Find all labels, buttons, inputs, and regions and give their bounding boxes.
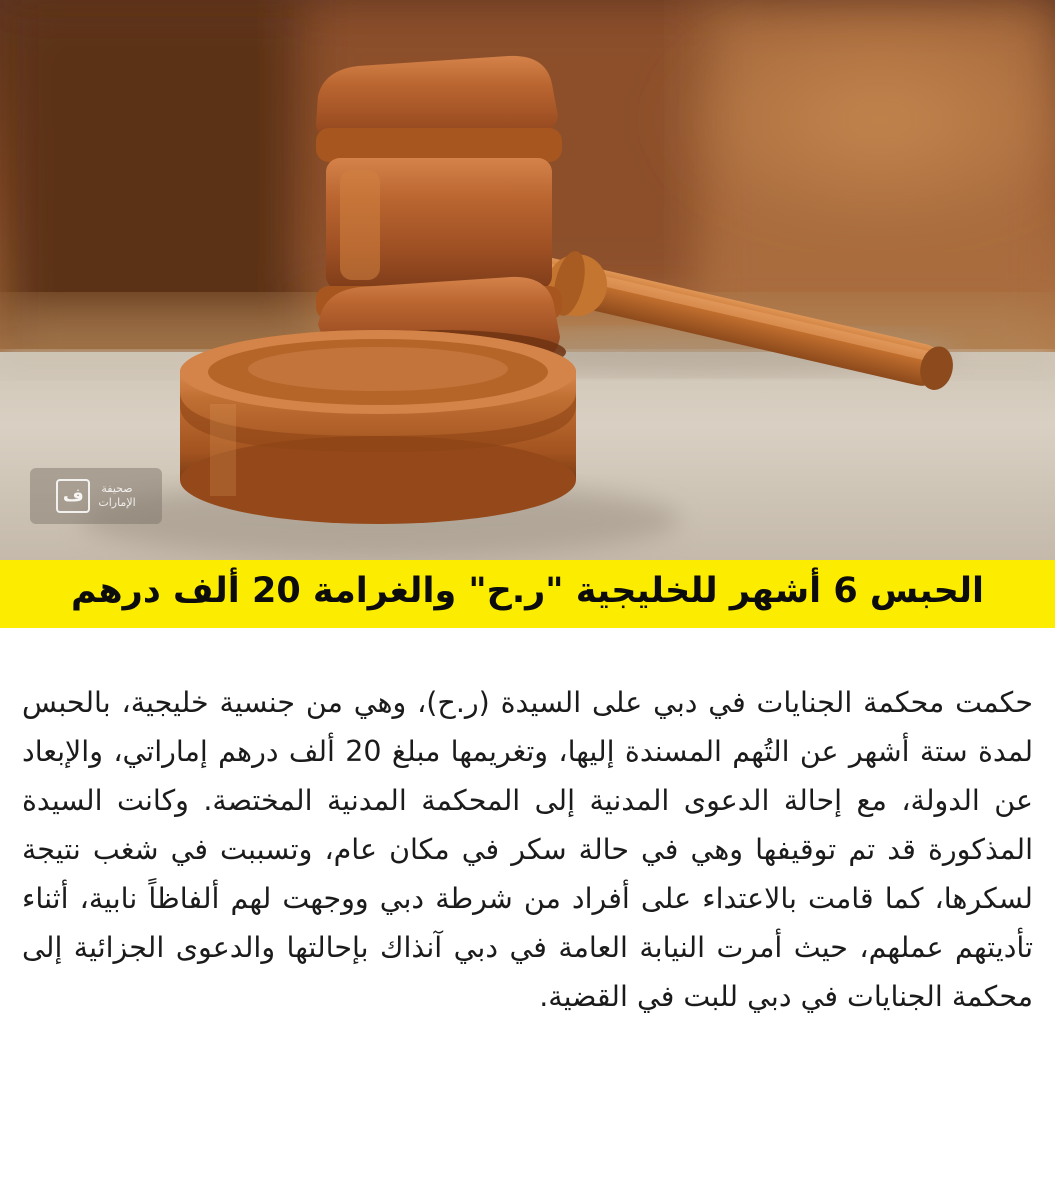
watermark — [30, 468, 162, 524]
headline-banner — [0, 560, 1055, 628]
watermark-text — [98, 482, 135, 510]
judge-gavel-photo — [0, 0, 1055, 560]
watermark-line1: صحيفة — [101, 482, 133, 496]
watermark-line2: الإمارات — [98, 496, 136, 509]
headline: الحبس 6 أشهر للخليجية "ر.ح" والغرامة 20 ألف درهم — [70, 571, 985, 611]
watermark-logo-icon: ف — [56, 479, 90, 513]
article-body: حكمت محكمة الجنايات في دبي على السيدة (ر.ح)، وهي من جنسية خليجية، بالحبس لمدة ستة أشهر عن التُهم المسندة إليها، وتغريمها مبلغ 20 ألف درهم إماراتي، والإبعاد عن الدولة، مع إحالة الدعوى المدنية إلى المحكمة المدنية المختصة. وكانت السيدة المذكورة قد تم توقيفها وهي في حالة سكر في مكان عام، وتسببت في شغب نتيجة لسكرها، كما قامت بالاعتداء على أفراد من شرطة دبي ووجهت لهم ألفاظاً نابية، أثناء تأديتهم عملهم، حيث أمرت النيابة العامة في دبي آنذاك بإحالتها والدعوى الجزائية إلى محكمة الجنايات في دبي للبت في القضية. — [22, 686, 1033, 1014]
article-body-container — [0, 628, 1055, 1200]
